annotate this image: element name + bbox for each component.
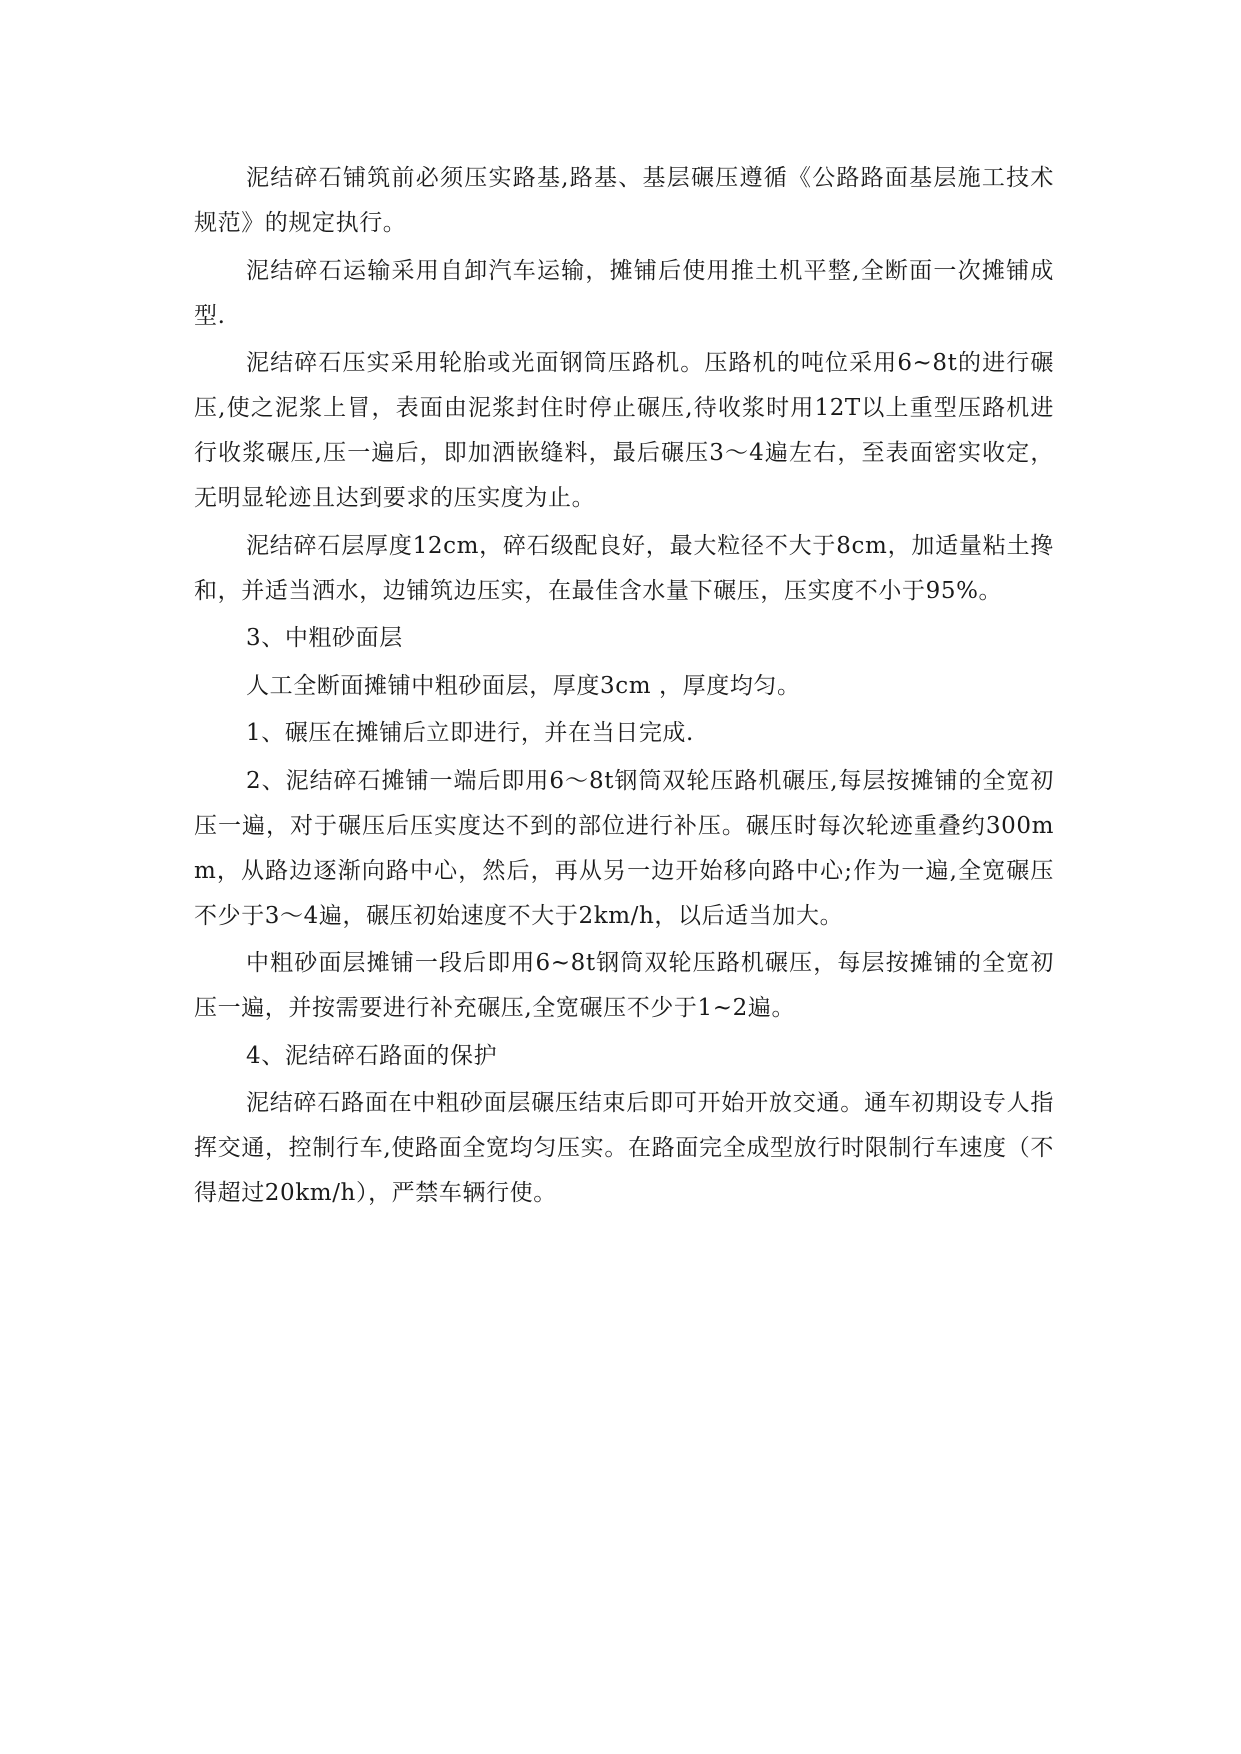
section-heading-sand-layer: 3、中粗砂面层 <box>246 625 403 651</box>
paragraph-traffic-control: 泥结碎石路面在中粗砂面层碾压结束后即可开始开放交通。通车初期设专人指挥交通，控制行车,使路面全宽均匀压实。在路面完全成型放行时限制行车速度（不得超过20km/h），严禁车辆行使。 <box>194 1090 1054 1206</box>
paragraph-subgrade-compaction: 泥结碎石铺筑前必须压实路基,路基、基层碾压遵循《公路路面基层施工技术规范》的规定执行。 <box>194 165 1054 236</box>
paragraph-sand-rolling: 中粗砂面层摊铺一段后即用6~8t钢筒双轮压路机碾压，每层按摊铺的全宽初压一遍，并按需要进行补充碾压,全宽碾压不少于1~2遍。 <box>194 950 1054 1021</box>
paragraph-layer-thickness: 泥结碎石层厚度12cm，碎石级配良好，最大粒径不大于8cm，加适量粘土搀和，并适当洒水，边铺筑边压实，在最佳含水量下碾压，压实度不小于95%。 <box>194 532 1054 604</box>
list-item-rolling-procedure: 2、泥结碎石摊铺一端后即用6～8t钢筒双轮压路机碾压,每层按摊铺的全宽初压一遍，对于碾压后压实度达不到的部位进行补压。碾压时每次轮迹重叠约300mm，从路边逐渐向路中心，然后，再从另一边开始移向路中心;作为一遍,全宽碾压不少于3～4遍，碾压初始速度不大于2km/h，以后适当加大。 <box>194 767 1054 929</box>
paragraph-sand-spreading: 人工全断面摊铺中粗砂面层，厚度3cm ，厚度均匀。 <box>246 672 801 699</box>
paragraph-roller-compaction: 泥结碎石压实采用轮胎或光面钢筒压路机。压路机的吨位采用6~8t的进行碾压,使之泥浆上冒，表面由泥浆封住时停止碾压,待收浆时用12T以上重型压路机进行收浆碾压,压一遍后，即加洒嵌缝料，最后碾压3～4遍左右，至表面密实收定，无明显轮迹且达到要求的压实度为止。 <box>194 350 1054 511</box>
section-heading-road-protection: 4、泥结碎石路面的保护 <box>246 1042 498 1069</box>
list-item-rolling-timing: 1、碾压在摊铺后立即进行，并在当日完成. <box>246 720 694 746</box>
paragraph-transport-spreading: 泥结碎石运输采用自卸汽车运输，摊铺后使用推土机平整,全断面一次摊铺成型. <box>194 257 1054 329</box>
document-body <box>194 156 1054 1219</box>
